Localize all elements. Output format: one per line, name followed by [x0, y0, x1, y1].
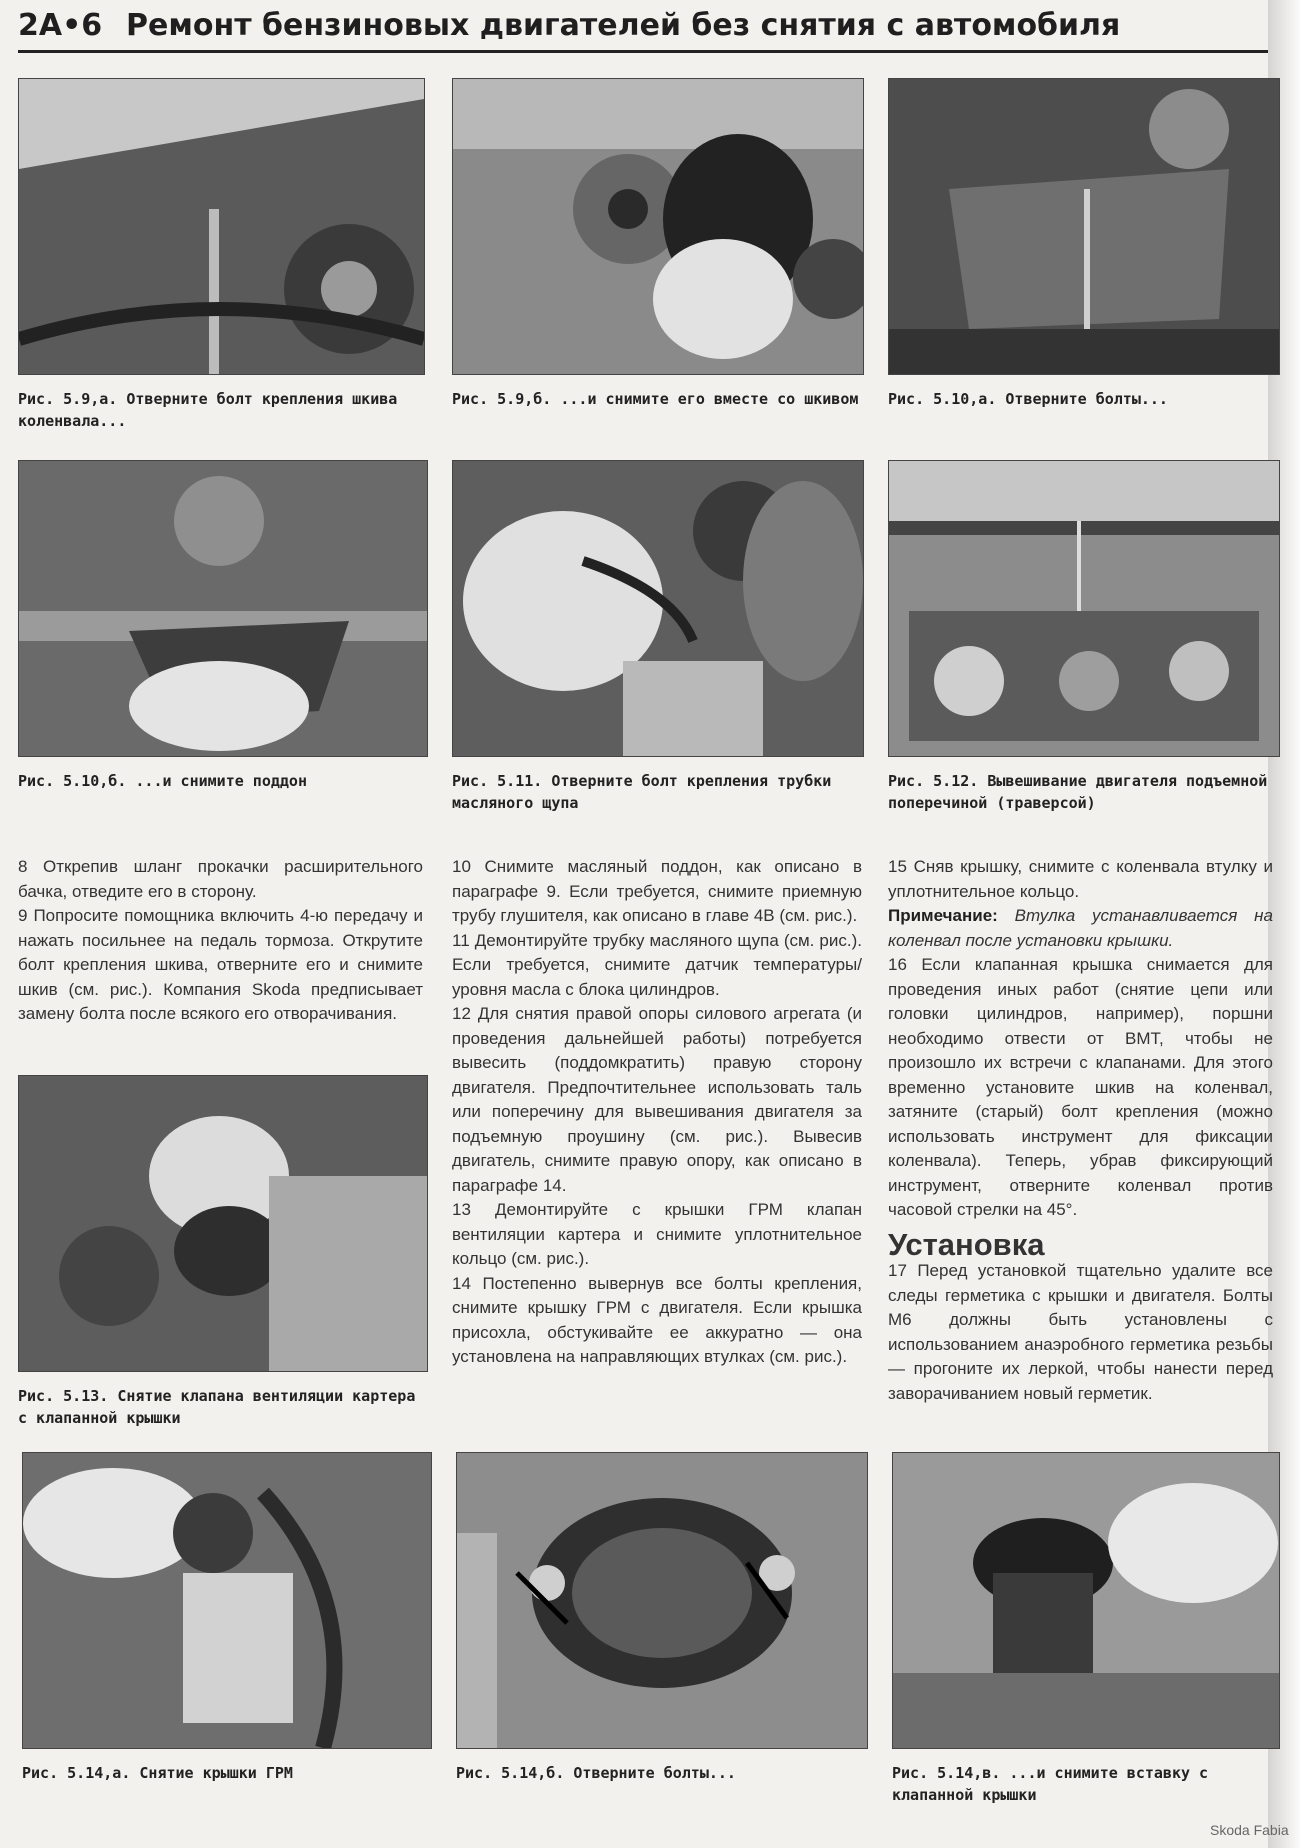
figure-5-12-caption: Рис. 5.12. Вывешивание двигателя подъемной поперечиной (траверсой) — [888, 772, 1268, 812]
figure-5-9b-photo — [452, 78, 864, 375]
text-column-1 — [18, 855, 423, 1027]
text-column-3 — [888, 855, 1273, 1406]
figure-5-11-photo — [452, 460, 864, 757]
figure-5-14a-photo — [22, 1452, 432, 1749]
paragraph-14: 14 Постепенно вывернув все болты крепления, снимите крышку ГРМ с двигателя. Если крышка присохла, обстукивайте ее аккуратно — она установлена на направляющих втулках (см. рис.). — [452, 1273, 862, 1366]
paragraph-13: 13 Демонтируйте с крышки ГРМ клапан вентиляции картера и снимите уплотнительное кольцо (см. рис.). — [452, 1200, 862, 1268]
figure-5-10a-caption: Рис. 5.10,а. Отверните болты... — [888, 390, 1168, 408]
figure-5-11-caption: Рис. 5.11. Отверните болт крепления трубки масляного щупа — [452, 772, 832, 812]
figure-5-9b-caption: Рис. 5.9,б. ...и снимите его вместе со шкивом — [452, 390, 859, 408]
figure-5-10b-photo — [18, 460, 428, 757]
note-label: Примечание: — [888, 906, 998, 925]
note-body: Втулка устанавливается на коленвал после установки крышки. — [888, 906, 1273, 950]
figure-5-12-photo — [888, 460, 1280, 757]
figure-5-13-photo — [18, 1075, 428, 1372]
section-heading: Установка — [888, 1226, 1045, 1262]
paragraph-11: 11 Демонтируйте трубку масляного щупа (см. рис.). Если требуется, снимите датчик температуры/уровня масла с блока цилиндров. — [452, 930, 862, 999]
paragraph-17: 17 Перед установкой тщательно удалите все следы герметика с крышки и двигателя. Болты М6 должны быть установлены с использованием анаэробного герметика резьбы — прогоните их леркой, чтобы нанести перед заворачиванием новый герметик. — [888, 1261, 1273, 1403]
figure-5-14b-caption: Рис. 5.14,б. Отверните болты... — [456, 1764, 736, 1782]
page-header — [18, 8, 1268, 53]
figure-5-9a-caption: Рис. 5.9,а. Отверните болт крепления шкива коленвала... — [18, 390, 398, 430]
page-number: 2A•6 — [18, 8, 103, 43]
note — [888, 904, 1273, 953]
text-column-2 — [452, 855, 862, 1370]
figure-5-14c-photo — [892, 1452, 1280, 1749]
page-title: Ремонт бензиновых двигателей без снятия с автомобиля — [126, 8, 1121, 43]
figure-5-9a-photo — [18, 78, 425, 375]
paragraph-15: 15 Сняв крышку, снимите с коленвала втулку и уплотнительное кольцо. — [888, 857, 1273, 901]
footer-brand: Skoda Fabia — [1210, 1822, 1289, 1838]
paragraph-12: 12 Для снятия правой опоры силового агрегата (и проведения дальнейшей работы) потребуется вывесить (поддомкратить) правую сторону двигателя. Предпочтительнее использовать таль или поперечину для вывешивания двигателя за подъемную проушину (см. рис.). Вывесив двигатель, снимите правую опору, как описано в параграфе 14. — [452, 1004, 862, 1195]
figure-5-13-caption: Рис. 5.13. Снятие клапана вентиляции картера с клапанной крышки — [18, 1387, 416, 1427]
paragraph-8: 8 Открепив шланг прокачки расширительного бачка, отведите его в сторону. — [18, 857, 423, 901]
figure-5-10a-photo — [888, 78, 1280, 375]
paragraph-10: 10 Снимите масляный поддон, как описано в параграфе 9. Если требуется, снимите приемную трубу глушителя, как описано в главе 4В (см. рис.). — [452, 857, 862, 925]
figure-5-14b-photo — [456, 1452, 868, 1749]
figure-5-14a-caption: Рис. 5.14,а. Снятие крышки ГРМ — [22, 1764, 293, 1782]
paragraph-16: 16 Если клапанная крышка снимается для проведения иных работ (снятие цепи или головки цилиндров, например), поршни необходимо отвести от ВМТ, чтобы не произошло их встречи с клапанами. Для этого временно установите шкив на коленвал, затяните (старый) болт крепления (можно использовать инструмент для фиксации коленвала). Теперь, убрав фиксирующий инструмент, отверните коленвал против часовой стрелки на 45°. — [888, 955, 1273, 1219]
figure-5-14c-caption: Рис. 5.14,в. ...и снимите вставку с клапанной крышки — [892, 1764, 1209, 1804]
paragraph-9: 9 Попросите помощника включить 4-ю передачу и нажать посильнее на педаль тормоза. Открутите болт крепления шкива, отверните его и снимите шкив (см. рис.). Компания Skoda предписывает замену болта после всякого его отворачивания. — [18, 906, 423, 1023]
figure-5-10b-caption: Рис. 5.10,б. ...и снимите поддон — [18, 772, 307, 790]
